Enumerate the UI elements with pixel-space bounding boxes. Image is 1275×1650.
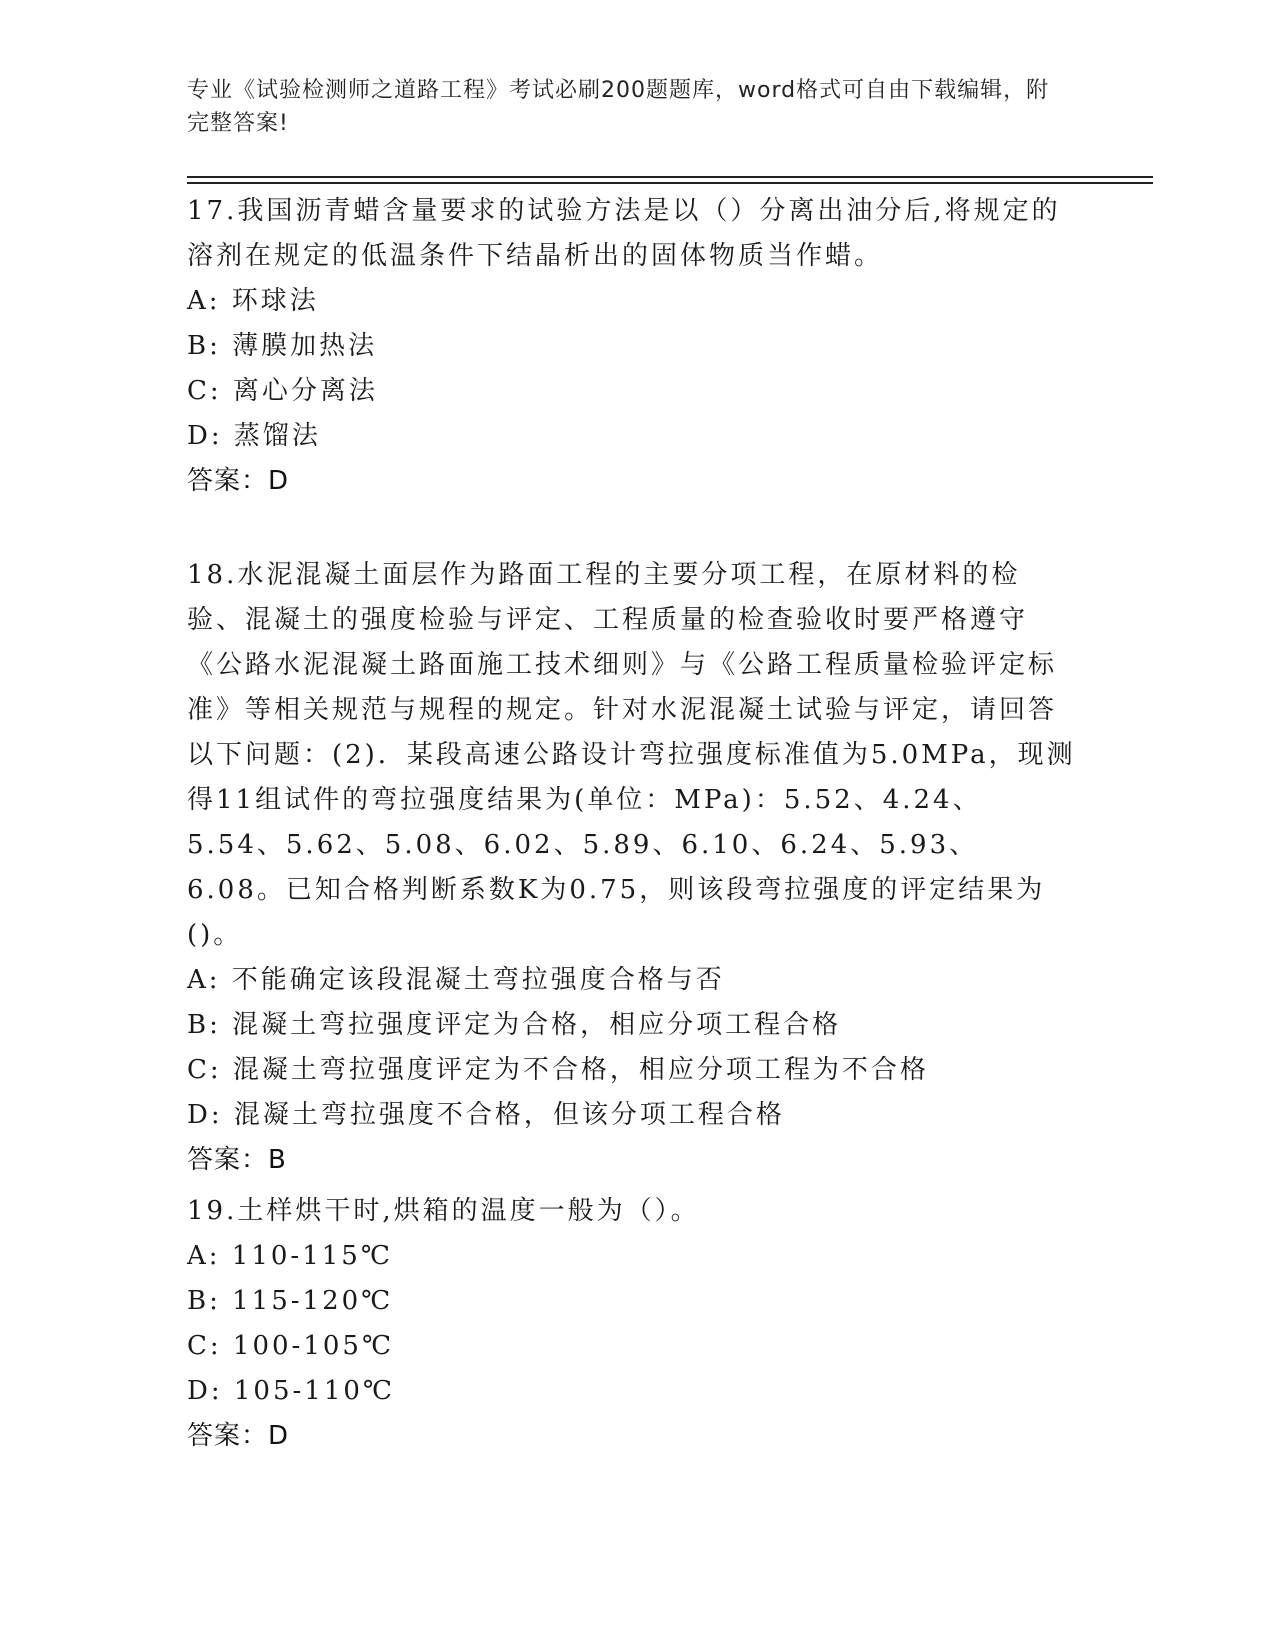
option-b: B: 薄膜加热法 (187, 331, 378, 361)
option-d: D: 混凝土弯拉强度不合格，但该分项工程合格 (187, 1100, 785, 1130)
answer-line: 答案：B (187, 1145, 287, 1175)
option-a: A: 环球法 (187, 286, 319, 316)
header-divider-bottom (187, 182, 1153, 184)
question-18 (187, 553, 1077, 1183)
option-d: D: 105-110℃ (187, 1376, 395, 1406)
header-note: 专业《试验检测师之道路工程》考试必刷200题题库，word格式可自由下载编辑，附完整答案! (187, 78, 1050, 136)
question-19 (187, 1189, 1077, 1459)
question-text: 18.水泥混凝土面层作为路面工程的主要分项工程，在原材料的检验、混凝土的强度检验与评定、工程质量的检查验收时要严格遵守《公路水泥混凝土路面施工技术细则》与《公路工程质量检验评定标准》等相关规范与规程的规定。针对水泥混凝土试验与评定，请回答以下问题：(2)．某段高速公路设计弯拉强度标准值为5.0MPa，现测得11组试件的弯拉强度结果为(单位：MPa)：5.52、4.24、5.54、5.62、5.08、6.02、5.89、6.10、6.24、5.93、6.08。已知合格判断系数K为0.75，则该段弯拉强度的评定结果为()。 (187, 560, 1076, 950)
header-divider-top (187, 176, 1153, 178)
option-b: B: 115-120℃ (187, 1286, 394, 1316)
question-text: 19.土样烘干时,烘箱的温度一般为（）。 (187, 1196, 700, 1226)
option-c: C: 离心分离法 (187, 376, 378, 406)
answer-line: 答案：D (187, 466, 290, 496)
option-a: A: 不能确定该段混凝土弯拉强度合格与否 (187, 965, 725, 995)
option-d: D: 蒸馏法 (187, 421, 321, 451)
option-a: A: 110-115℃ (187, 1241, 393, 1271)
option-c: C: 混凝土弯拉强度评定为不合格，相应分项工程为不合格 (187, 1055, 929, 1085)
question-text: 17.我国沥青蜡含量要求的试验方法是以（）分离出油分后,将规定的溶剂在规定的低温条件下结晶析出的固体物质当作蜡。 (187, 196, 1061, 271)
option-c: C: 100-105℃ (187, 1331, 395, 1361)
question-17 (187, 189, 1077, 504)
answer-line: 答案：D (187, 1421, 290, 1451)
option-b: B: 混凝土弯拉强度评定为合格，相应分项工程合格 (187, 1010, 842, 1040)
